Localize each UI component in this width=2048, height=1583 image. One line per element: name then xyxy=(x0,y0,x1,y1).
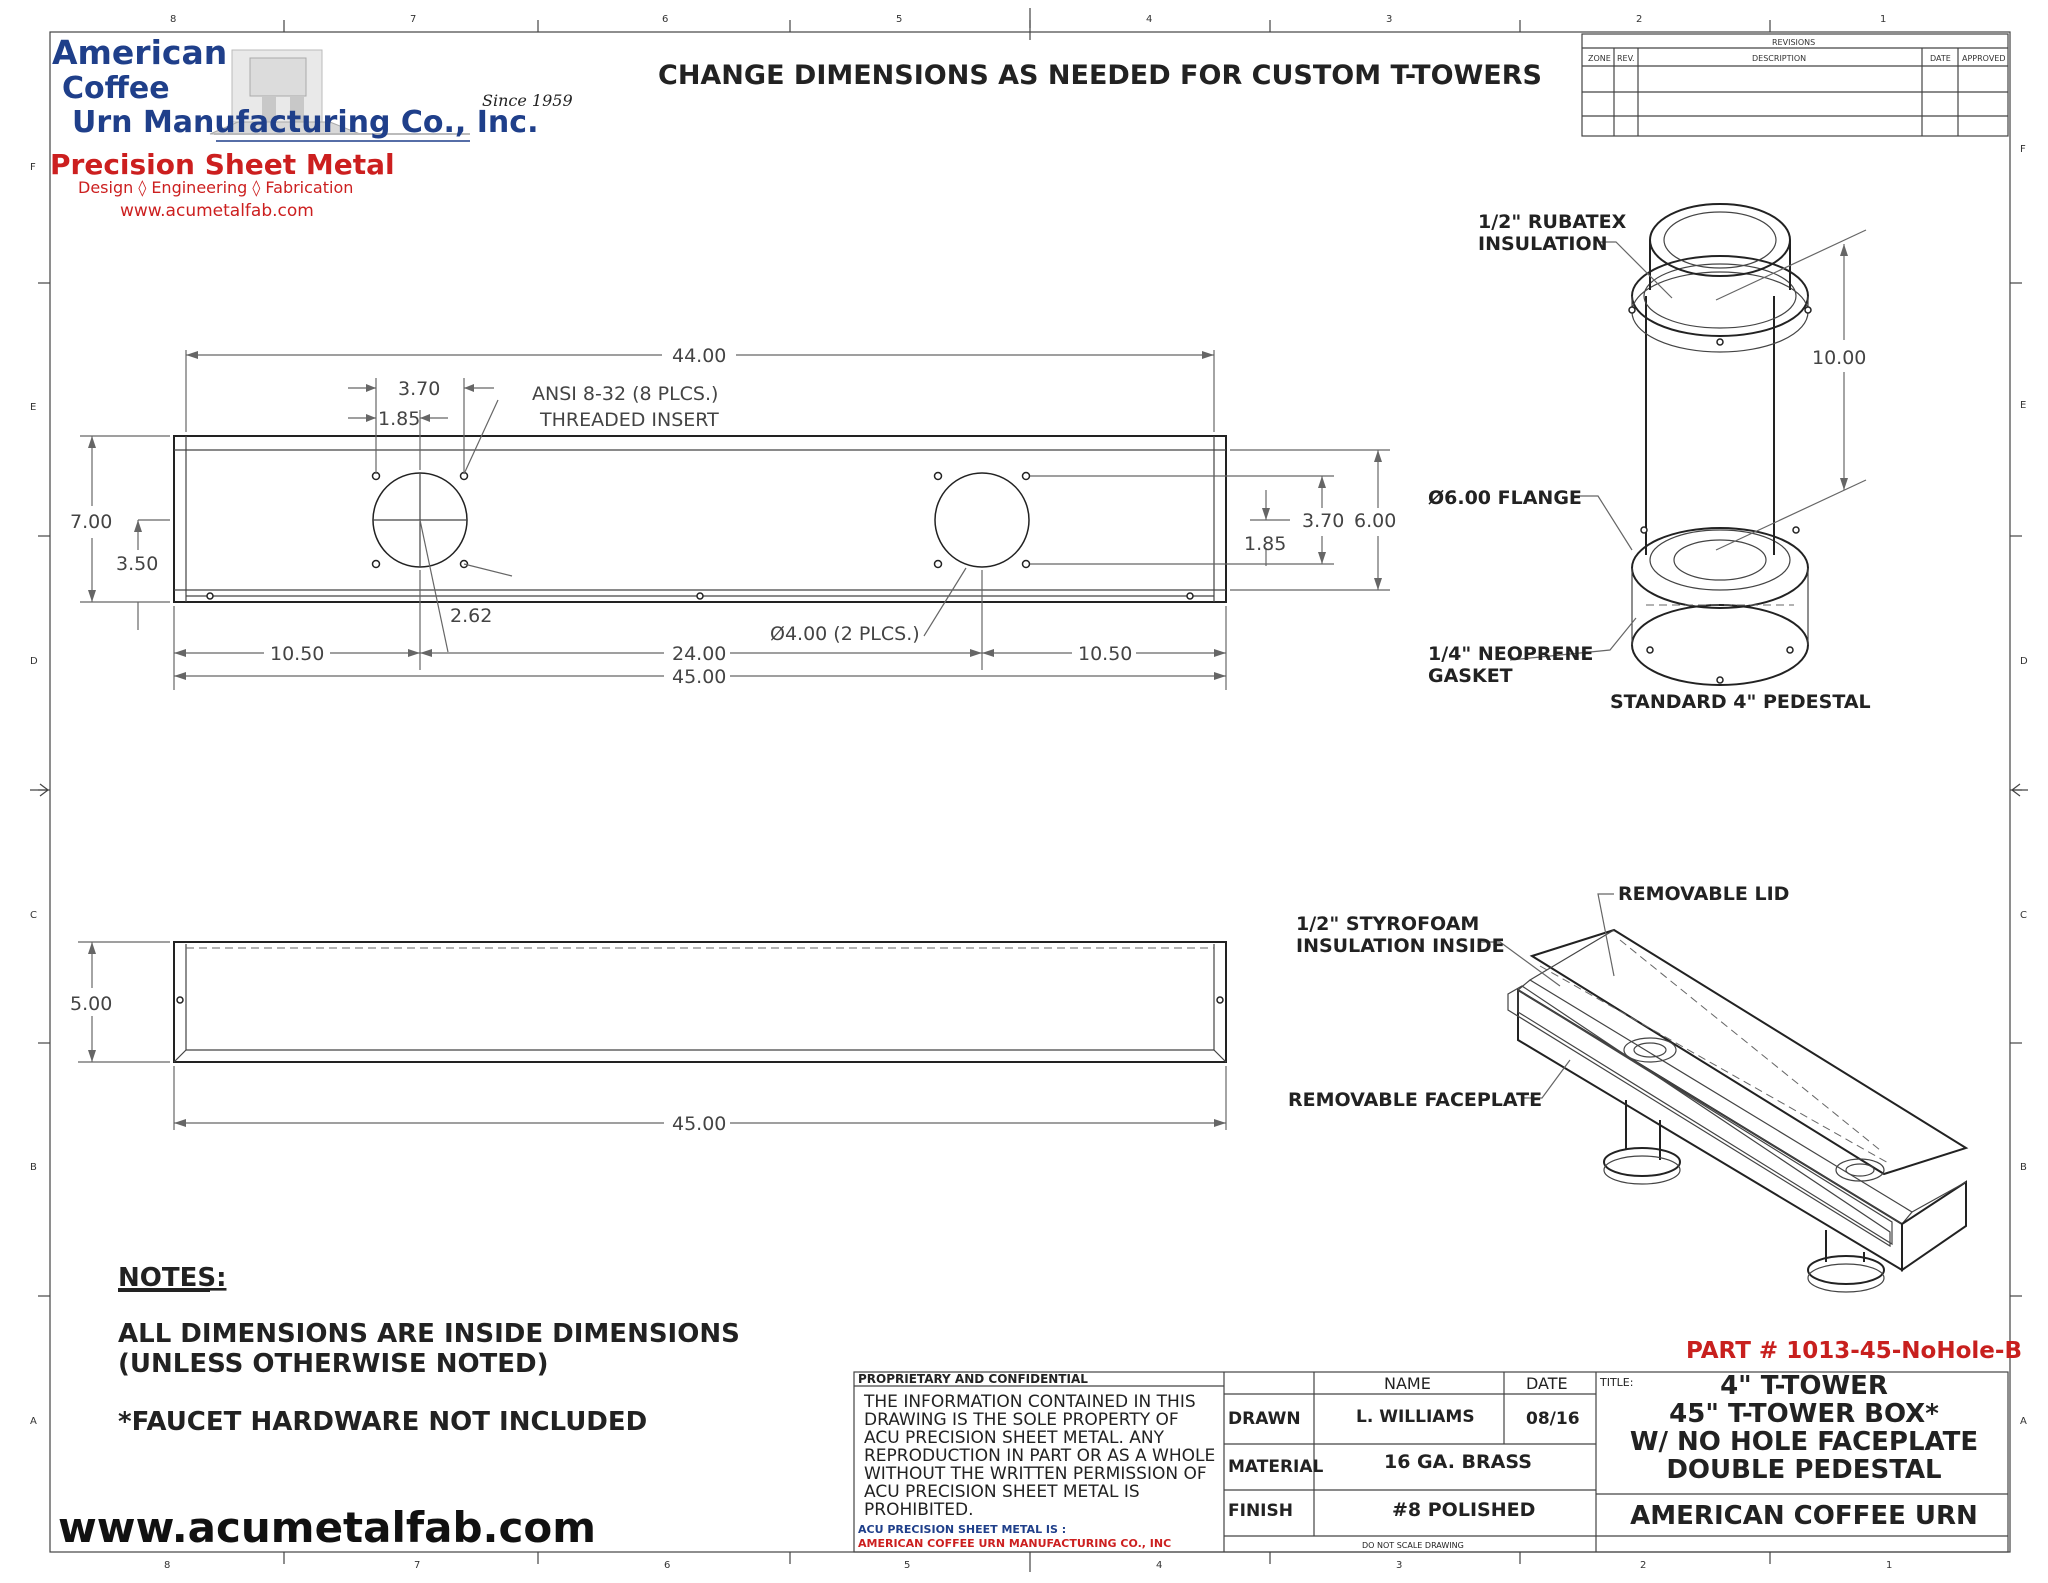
zone-right-e: E xyxy=(2020,400,2027,411)
zone-left-f: F xyxy=(30,162,36,173)
dim-hole-diameter: Ø4.00 (2 PLCS.) xyxy=(770,623,920,645)
zone-bottom-3: 6 xyxy=(664,1560,671,1571)
rev-col-description: DESCRIPTION xyxy=(1752,54,1807,63)
zone-left-d: D xyxy=(30,656,38,667)
logo-services: Design ◊ Engineering ◊ Fabrication xyxy=(78,178,354,197)
rev-col-approved: APPROVED xyxy=(1962,54,2006,63)
zone-bottom-7: 2 xyxy=(1640,1560,1647,1571)
label-removable-lid: REMOVABLE LID xyxy=(1618,883,1790,905)
material-value: 16 GA. BRASS xyxy=(1384,1451,1532,1473)
label-styrofoam-2: INSULATION INSIDE xyxy=(1296,935,1505,957)
label-styrofoam-1: 1/2" STYROFOAM xyxy=(1296,913,1480,935)
dim-hole-pattern: 3.70 xyxy=(398,378,441,400)
date-header: DATE xyxy=(1526,1374,1568,1393)
pedestal-view xyxy=(1428,204,1871,713)
proprietary-line-3: ACU PRECISION SHEET METAL. ANY xyxy=(864,1428,1164,1448)
finish-value: #8 POLISHED xyxy=(1392,1499,1536,1521)
zone-right-a: A xyxy=(2020,1416,2027,1427)
note-line-3: *FAUCET HARDWARE NOT INCLUDED xyxy=(118,1407,648,1437)
label-rubatex-1: 1/2" RUBATEX xyxy=(1478,211,1627,233)
footer-url: www.acumetalfab.com xyxy=(58,1503,597,1552)
proprietary-line-2: DRAWING IS THE SOLE PROPERTY OF xyxy=(864,1410,1179,1430)
zone-top-1: 8 xyxy=(170,14,177,25)
zone-bottom-2: 7 xyxy=(414,1560,421,1571)
company-name: AMERICAN COFFEE URN xyxy=(1630,1501,1978,1531)
drawn-date: 08/16 xyxy=(1526,1409,1580,1429)
zone-right-b: B xyxy=(2020,1162,2027,1173)
rev-col-rev: REV. xyxy=(1617,54,1635,63)
faucet-hole-right xyxy=(935,473,1029,567)
zone-left-e: E xyxy=(30,402,37,413)
title-line-1: 4" T-TOWER xyxy=(1720,1371,1888,1401)
name-header: NAME xyxy=(1384,1374,1431,1393)
title-line-4: DOUBLE PEDESTAL xyxy=(1666,1455,1942,1485)
dim-height-outer: 7.00 xyxy=(70,511,113,533)
zone-left-a: A xyxy=(30,1416,37,1427)
drawn-name: L. WILLIAMS xyxy=(1356,1407,1475,1427)
title-block xyxy=(854,1371,2008,1552)
pedestal-dim-height: 10.00 xyxy=(1812,347,1867,369)
finish-label: FINISH xyxy=(1228,1501,1293,1521)
dim-hole-half: 1.85 xyxy=(378,408,421,430)
insulation-sleeve xyxy=(1650,204,1790,276)
zone-bottom-5: 4 xyxy=(1156,1560,1163,1571)
dim-right-half: 1.85 xyxy=(1244,533,1287,555)
proprietary-line-7: PROHIBITED. xyxy=(864,1500,974,1520)
revisions-title: REVISIONS xyxy=(1772,38,1816,47)
zone-bottom-8: 1 xyxy=(1886,1560,1893,1571)
zone-right-c: C xyxy=(2020,910,2027,921)
zone-top-2: 7 xyxy=(410,14,417,25)
insert-note-line2: THREADED INSERT xyxy=(540,409,719,431)
notes xyxy=(118,1263,740,1437)
zone-top-8: 1 xyxy=(1880,14,1887,25)
zone-left-c: C xyxy=(30,910,37,921)
zone-top-4: 5 xyxy=(896,14,903,25)
title-line-2: 45" T-TOWER BOX* xyxy=(1669,1399,1939,1429)
box-front-face xyxy=(1518,990,1902,1270)
dim-overall: 45.00 xyxy=(672,666,727,688)
no-scale-note: DO NOT SCALE DRAWING xyxy=(1362,1541,1464,1550)
side-box-outline xyxy=(174,942,1226,1062)
logo-since: Since 1959 xyxy=(482,91,573,110)
note-line-2: (UNLESS OTHERWISE NOTED) xyxy=(118,1349,549,1379)
drawn-label: DRAWN xyxy=(1228,1409,1301,1429)
material-label: MATERIAL xyxy=(1228,1457,1324,1477)
dim-diag: 2.62 xyxy=(450,605,493,627)
zone-right-d: D xyxy=(2020,656,2028,667)
dim-right-height: 6.00 xyxy=(1354,510,1397,532)
proprietary-line-6: ACU PRECISION SHEET METAL IS xyxy=(864,1482,1140,1502)
zone-top-6: 3 xyxy=(1386,14,1393,25)
acu-line-2: AMERICAN COFFEE URN MANUFACTURING CO., INC xyxy=(858,1537,1172,1550)
dim-center-spacing: 24.00 xyxy=(672,643,727,665)
proprietary-heading: PROPRIETARY AND CONFIDENTIAL xyxy=(858,1372,1088,1386)
dim-right-offset: 10.50 xyxy=(1078,643,1133,665)
logo-line-coffee: Coffee xyxy=(62,71,170,106)
front-box-outline xyxy=(174,436,1226,602)
zone-top-3: 6 xyxy=(662,14,669,25)
label-flange: Ø6.00 FLANGE xyxy=(1428,487,1582,509)
company-logo xyxy=(50,33,573,221)
box-iso-view xyxy=(1288,883,1966,1292)
pedestal-base xyxy=(1632,605,1808,685)
logo-line-urn: Urn Manufacturing Co., Inc. xyxy=(72,105,539,140)
part-number: PART # 1013-45-NoHole-B xyxy=(1686,1338,2022,1364)
acu-line-1: ACU PRECISION SHEET METAL IS : xyxy=(858,1523,1067,1536)
side-dim-overall: 45.00 xyxy=(672,1113,727,1135)
proprietary-line-5: WITHOUT THE WRITTEN PERMISSION OF xyxy=(864,1464,1207,1484)
dim-height-half: 3.50 xyxy=(116,553,159,575)
label-rubatex-2: INSULATION xyxy=(1478,233,1608,255)
title-label: TITLE: xyxy=(1600,1376,1634,1389)
main-note: CHANGE DIMENSIONS AS NEEDED FOR CUSTOM T-TOWERS xyxy=(658,60,1542,91)
label-standard-pedestal: STANDARD 4" PEDESTAL xyxy=(1610,691,1871,713)
label-gasket-2: GASKET xyxy=(1428,665,1513,687)
logo-tagline: Precision Sheet Metal xyxy=(50,148,395,181)
label-removable-faceplate: REMOVABLE FACEPLATE xyxy=(1288,1089,1543,1111)
front-view xyxy=(70,345,1396,690)
proprietary-line-1: THE INFORMATION CONTAINED IN THIS xyxy=(864,1392,1196,1412)
side-dim-height: 5.00 xyxy=(70,993,113,1015)
zone-top-7: 2 xyxy=(1636,14,1643,25)
notes-heading: NOTES: xyxy=(118,1263,227,1293)
revisions-table xyxy=(1582,34,2008,136)
proprietary-line-4: REPRODUCTION IN PART OR AS A WHOLE xyxy=(864,1446,1216,1466)
rev-col-date: DATE xyxy=(1930,54,1951,63)
logo-url: www.acumetalfab.com xyxy=(120,201,314,221)
dim-overall-inner: 44.00 xyxy=(672,345,727,367)
zone-bottom-4: 5 xyxy=(904,1560,911,1571)
zone-bottom-6: 3 xyxy=(1396,1560,1403,1571)
threaded-inserts xyxy=(207,473,1193,600)
zone-left-b: B xyxy=(30,1162,37,1173)
insert-note-line1: ANSI 8-32 (8 PLCS.) xyxy=(532,383,719,405)
side-view xyxy=(70,942,1226,1135)
label-gasket-1: 1/4" NEOPRENE xyxy=(1428,643,1594,665)
zone-top-5: 4 xyxy=(1146,14,1153,25)
zone-right-f: F xyxy=(2020,144,2026,155)
logo-line-american: American xyxy=(52,33,228,72)
removable-faceplate xyxy=(1518,990,1892,1244)
zone-bottom-1: 8 xyxy=(164,1560,171,1571)
dim-right-pattern: 3.70 xyxy=(1302,510,1345,532)
dim-left-offset: 10.50 xyxy=(270,643,325,665)
title-line-3: W/ NO HOLE FACEPLATE xyxy=(1629,1427,1979,1457)
rev-col-zone: ZONE xyxy=(1588,54,1611,63)
note-line-1: ALL DIMENSIONS ARE INSIDE DIMENSIONS xyxy=(118,1319,740,1349)
